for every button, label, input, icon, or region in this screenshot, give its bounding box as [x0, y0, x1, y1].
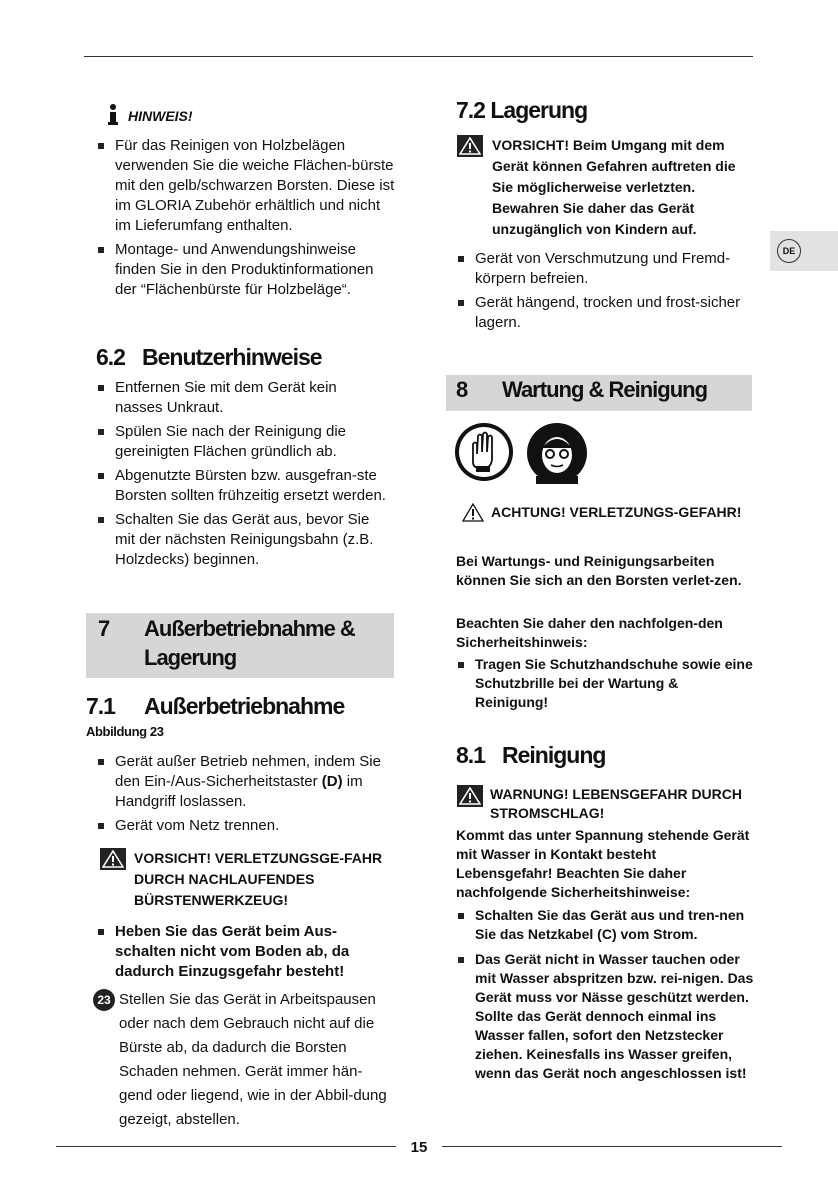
page-number: 15	[410, 1139, 428, 1156]
list-item: Spülen Sie nach der Reinigung die gereinigten Flächen gründlich ab.	[96, 422, 386, 462]
achtung-list	[456, 655, 754, 716]
vorsicht-block-1	[457, 135, 757, 240]
list-item: Gerät vom Netz trennen.	[96, 816, 386, 836]
warnung-block	[457, 785, 757, 823]
s62-list	[96, 378, 386, 574]
section-number: 7	[98, 616, 110, 641]
warnung-paragraph: Kommt das unter Spannung stehende Gerät mit Wasser in Kontakt besteht Lebensgefahr! Beachten Sie daher nachfolgende Sicherheitshinweise:	[456, 827, 750, 900]
section-number: 6.2	[96, 344, 125, 370]
section-title: Reinigung	[502, 742, 606, 768]
vorsicht2-list	[96, 922, 386, 986]
bottom-rule-left	[56, 1146, 396, 1147]
list-item: Schalten Sie das Gerät aus, bevor Sie mit der nächsten Reinigungsbahn (z.B. Holzdecks) beginnen.	[96, 510, 386, 570]
hinweis-title: HINWEIS!	[128, 108, 193, 124]
goggles-icon	[526, 422, 588, 490]
list-item: Entfernen Sie mit dem Gerät kein nasses Unkraut.	[96, 378, 386, 418]
section-number: 7.2	[456, 97, 485, 123]
list-item	[96, 752, 386, 812]
bottom-rule-right	[442, 1146, 782, 1147]
list-item: Das Gerät nicht in Wasser tauchen oder mit Wasser abspritzen bzw. rei-nigen. Das Gerät muss vor Nässe geschützt werden. Sollte das Gerät dennoch einmal ins Wasser fallen, sofort den Netzstecker ziehen. Keinesfalls ins Wasser greifen, wenn das Gerät noch angeschlossen ist!	[456, 950, 754, 1083]
section-heading-7-1	[86, 692, 344, 720]
top-rule	[84, 56, 753, 57]
warning-icon	[457, 135, 483, 157]
section-bar-7	[86, 613, 394, 678]
section-heading-7-2	[456, 96, 587, 124]
section-title: Lagerung	[490, 97, 588, 123]
achtung-block	[456, 502, 756, 523]
section-heading-6-2	[96, 343, 322, 371]
section-heading-8-1	[456, 741, 605, 769]
list-item: Gerät hängend, trocken und frost-sicher lagern.	[456, 293, 756, 333]
item-bold: (D)	[321, 773, 343, 790]
warning-icon	[457, 785, 483, 807]
figure-number-badge: 23	[93, 989, 115, 1011]
list-item: Tragen Sie Schutzhandschuhe sowie eine Schutzbrille bei der Wartung & Reinigung!	[456, 655, 754, 712]
warning-text: VORSICHT! VERLETZUNGSGE-FAHR DURCH NACHLAUFENDES BÜRSTENWERKZEUG!	[134, 850, 383, 908]
warnung-list	[456, 906, 754, 1087]
section-number: 8.1	[456, 742, 485, 768]
figure-note-text: Stellen Sie das Gerät in Arbeitspausen oder nach dem Gebrauch nicht auf die Bürste ab, da dadurch die Borsten Schaden nehmen. Gerät immer hän-gend oder liegend, wie in der Abbil-dung gezeigt, abstellen.	[119, 991, 387, 1128]
section-title: Wartung & Reinigung	[502, 377, 708, 402]
vorsicht-block-2	[100, 848, 390, 911]
section-title: Außerbetriebnahme	[144, 693, 345, 719]
hinweis-block	[96, 104, 396, 304]
hinweis-list	[96, 136, 396, 300]
warning-outline-icon	[462, 503, 484, 528]
section-title-line1: Außerbetriebnahme &	[144, 616, 355, 641]
figure-ref: Abbildung 23	[86, 724, 164, 739]
section-number: 8	[456, 377, 468, 402]
list-item: Schalten Sie das Gerät aus und tren-nen Sie das Netzkabel (C) vom Strom.	[456, 906, 754, 944]
section-number: 7.1	[86, 693, 115, 719]
info-icon	[108, 104, 118, 126]
list-item: Montage- und Anwendungshinweise finden Sie in den Produktinformationen der “Flächenbürste für Holzbeläge“.	[96, 240, 396, 300]
list-item: Heben Sie das Gerät beim Aus-schalten nicht vom Boden ab, da dadurch Einzugsgefahr besteht!	[96, 922, 386, 982]
figure-note	[93, 988, 393, 1132]
achtung-paragraph-1: Bei Wartungs- und Reinigungsarbeiten können Sie sich an den Borsten verlet-zen.	[456, 553, 742, 588]
list-item: Gerät von Verschmutzung und Fremd-körpern befreien.	[456, 249, 756, 289]
warning-icon	[100, 848, 126, 870]
section-bar-8	[446, 375, 752, 411]
item-text: Gerät außer Betrieb nehmen, indem Sie den Ein-/Aus-Sicherheitstaster	[115, 753, 381, 790]
list-item: Für das Reinigen von Holzbelägen verwenden Sie die weiche Flächen-bürste mit den gelb/schwarzen Borsten. Diese ist im GLORIA Zubehör erhältlich und nicht im Lieferumfang enthalten.	[96, 136, 396, 236]
warning-text: ACHTUNG! VERLETZUNGS-GEFAHR!	[491, 504, 742, 520]
section-title: Benutzerhinweise	[142, 344, 322, 370]
s72-list	[456, 249, 756, 337]
warning-text: VORSICHT! Beim Umgang mit dem Gerät können Gefahren auftreten die Sie möglicherweise verletzten. Bewahren Sie daher das Gerät unzugänglich von Kindern auf.	[492, 137, 736, 237]
lang-circle: DE	[777, 239, 801, 263]
s71-list	[96, 752, 386, 840]
item-text-end: im Handgriff loslassen.	[115, 773, 363, 810]
language-tab	[770, 231, 838, 271]
warning-text: WARNUNG! LEBENSGEFAHR DURCH STROMSCHLAG!	[490, 786, 742, 821]
section-title-line2: Lagerung	[144, 645, 237, 670]
achtung-paragraph-2: Beachten Sie daher den nachfolgen-den Sicherheitshinweis:	[456, 615, 723, 650]
gloves-icon	[454, 422, 514, 488]
list-item: Abgenutzte Bürsten bzw. ausgefran-ste Borsten sollten frühzeitig ersetzt werden.	[96, 466, 386, 506]
